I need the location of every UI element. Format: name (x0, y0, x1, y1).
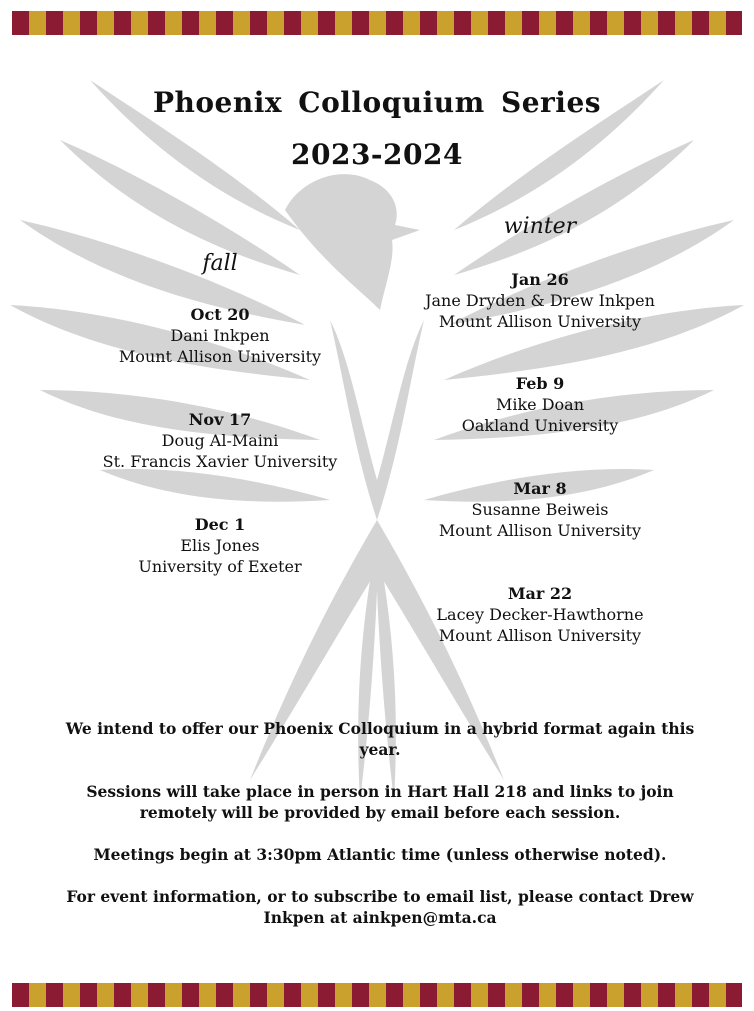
event-speaker: Dani Inkpen (170, 326, 270, 345)
event-affiliation: Mount Allison University (438, 626, 642, 645)
info-notes (60, 718, 700, 949)
event-date: Mar 8 (513, 479, 567, 498)
event-item (380, 478, 700, 541)
event-affiliation: Mount Allison University (118, 347, 322, 366)
event-speaker: Elis Jones (180, 536, 260, 555)
event-speaker: Doug Al-Maini (161, 431, 279, 450)
event-date: Feb 9 (515, 374, 565, 393)
event-affiliation: Mount Allison University (438, 521, 642, 540)
event-date: Mar 22 (507, 584, 573, 603)
winter-events (380, 583, 700, 646)
page-year: 2023-2024 (291, 138, 463, 171)
event-item (70, 409, 370, 472)
event-speaker: Mike Doan (495, 395, 585, 414)
event-speaker: Jane Dryden & Drew Inkpen (425, 291, 655, 310)
event-affiliation: University of Exeter (138, 557, 302, 576)
event-date: Jan 26 (511, 270, 569, 289)
fall-heading: fall (202, 251, 238, 276)
fall-events (70, 304, 370, 367)
fall-events (70, 514, 370, 577)
winter-events (380, 373, 700, 436)
event-date: Oct 20 (190, 305, 250, 324)
event-item (70, 514, 370, 577)
event-affiliation: St. Francis Xavier University (102, 452, 338, 471)
winter-events (380, 269, 700, 332)
page-title: Phoenix Colloquium Series (152, 86, 602, 119)
event-speaker: Lacey Decker-Hawthorne (436, 605, 644, 624)
winter-heading: winter (503, 214, 577, 239)
time-note: Meetings begin at 3:30pm Atlantic time (unless otherwise noted). (93, 845, 667, 864)
contact-note: For event information, or to subscribe to email list, please contact Drew Inkpen at ainkpen@mta.ca (66, 887, 694, 927)
event-affiliation: Mount Allison University (438, 312, 642, 331)
event-speaker: Susanne Beiweis (471, 500, 609, 519)
hybrid-note: We intend to offer our Phoenix Colloquium in a hybrid format again this year. (65, 719, 695, 759)
event-date: Dec 1 (194, 515, 246, 534)
event-affiliation: Oakland University (461, 416, 619, 435)
event-date: Nov 17 (188, 410, 252, 429)
event-item (380, 583, 700, 646)
bottom-striped-border (12, 983, 742, 1007)
location-note: Sessions will take place in person in Hart Hall 218 and links to join remotely will be provided by email before each session. (86, 782, 674, 822)
winter-events (380, 478, 700, 541)
event-item (380, 269, 700, 332)
event-item (380, 373, 700, 436)
event-item (70, 304, 370, 367)
top-striped-border (12, 11, 742, 35)
fall-events (70, 409, 370, 472)
